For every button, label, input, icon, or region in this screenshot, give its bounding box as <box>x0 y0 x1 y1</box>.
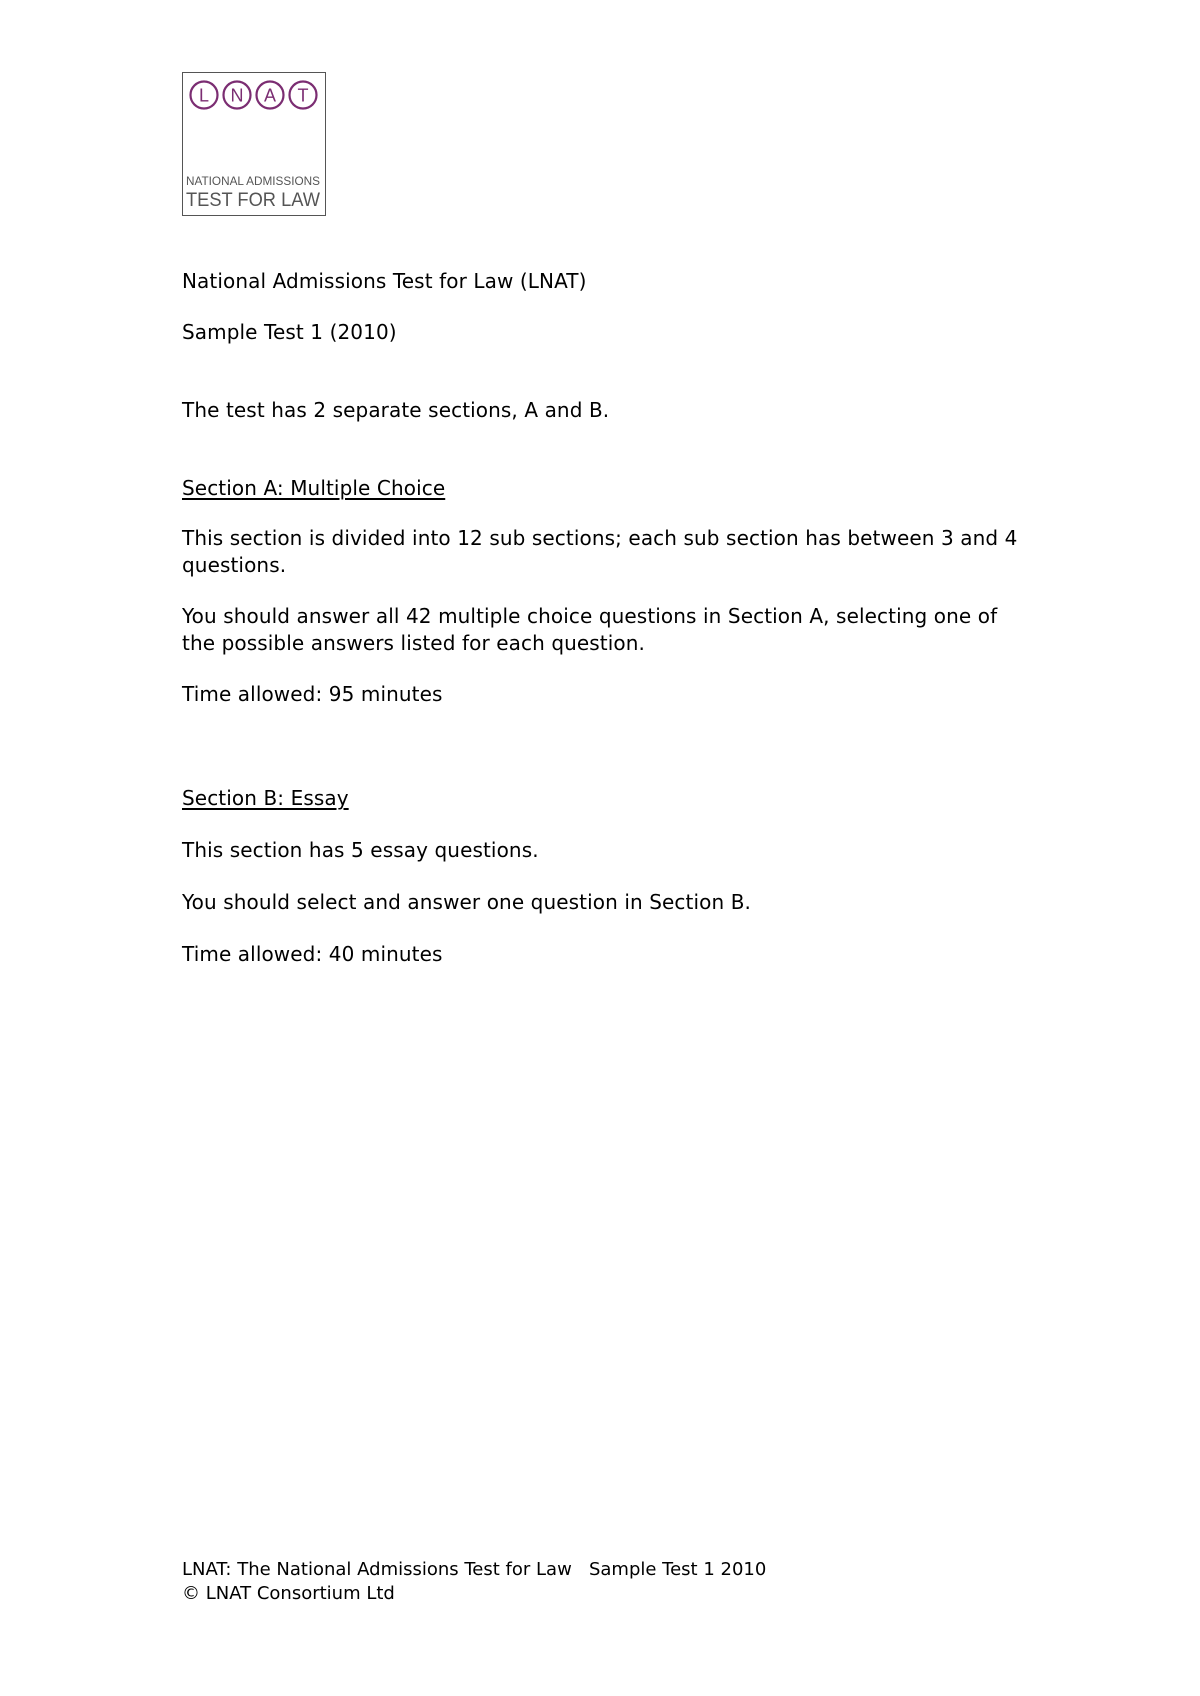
section-a-paragraph-2: You should answer all 42 multiple choice questions in Section A, selecting one of the possible answers listed for each question. <box>182 604 998 655</box>
logo-letter-l: L <box>198 85 210 106</box>
document-subtitle: Sample Test 1 (2010) <box>182 320 397 344</box>
section-b-time: Time allowed: 40 minutes <box>182 942 443 966</box>
intro-text: The test has 2 separate sections, A and B. <box>182 398 610 422</box>
section-b-paragraph-2: You should select and answer one question in Section B. <box>182 890 751 914</box>
footer-line-2: © LNAT Consortium Ltd <box>182 1583 395 1604</box>
logo-line-2: TEST FOR LAW <box>186 190 321 211</box>
logo-letter-t: T <box>297 85 309 106</box>
section-a-paragraph-1: This section is divided into 12 sub sections; each sub section has between 3 and 4 questions. <box>182 526 1018 577</box>
logo-letter-n: N <box>230 85 244 106</box>
lnat-logo <box>182 72 326 216</box>
section-a-time: Time allowed: 95 minutes <box>182 682 443 706</box>
document-title: National Admissions Test for Law (LNAT) <box>182 269 587 293</box>
logo-letter-a: A <box>263 85 277 106</box>
section-a-heading: Section A: Multiple Choice <box>182 476 446 500</box>
section-b-paragraph-1: This section has 5 essay questions. <box>182 838 539 862</box>
page-footer <box>182 1558 766 1606</box>
logo-line-1: NATIONAL ADMISSIONS <box>186 176 321 188</box>
section-b-heading: Section B: Essay <box>182 786 349 810</box>
lnat-logo-graphic <box>183 73 324 214</box>
footer-line-1: LNAT: The National Admissions Test for Law Sample Test 1 2010 <box>182 1559 767 1580</box>
